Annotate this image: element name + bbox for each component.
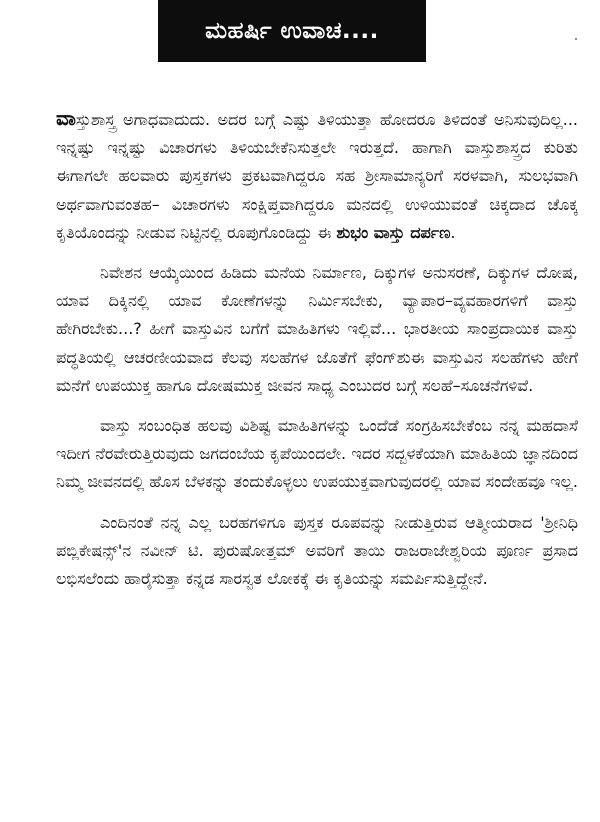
drop-cap: ವಾ — [56, 106, 76, 130]
paragraph-4: ಎಂದಿನಂತೆ ನನ್ನ ಎಲ್ಲ ಬರಹಗಳಿಗೂ ಪುಸ್ತಕ ರೂಪವನ್ನು ನೀಡುತ್ತಿರುವ ಆತ್ಮೀಯರಾದ 'ಶ್ರೀನಿಧಿ ಪಬ್ಲಿಕೇಷನ್ಸ್'ನ ನವೀನ್ ಟಿ. ಪುರುಷೋತ್ತಮ್ ಅವರಿಗೆ ತಾಯಿ ರಾಜರಾಜೇಶ್ವರಿಯ ಪೂರ್ಣ ಪ್ರಸಾದ ಲಭಿಸಲೆಂದು ಹಾರೈಸುತ್ತಾ ಕನ್ನಡ ಸಾರಸ್ವತ ಲೋಕಕ್ಕೆ ಈ ಕೃತಿಯನ್ನು ಸಮರ್ಪಿಸುತ್ತಿದ್ದೇನೆ. — [56, 512, 578, 589]
paragraph-2: ನಿವೇಶನ ಆಯ್ಕೆಯಿಂದ ಹಿಡಿದು ಮನೆಯ ನಿರ್ಮಾಣ, ದಿಕ್ಕುಗಳ ಅನುಸರಣೆ, ದಿಕ್ಕುಗಳ ದೋಷ, ಯಾವ ದಿಕ್ಕಿನಲ್ಲಿ ಯಾವ ಕೋಣೆಗಳನ್ನು ನಿರ್ಮಿಸಬೇಕು, ವ್ಯಾಪಾರ–ವ್ಯವಹಾರಗಳಿಗೆ ವಾಸ್ತು ಹೇಗಿರಬೇಕು...? ಹೀಗೆ ವಾಸ್ತುವಿನ ಬಗೆಗೆ ಮಾಹಿತಿಗಳು ಇಲ್ಲಿವೆ... ಭಾರತೀಯ ಸಾಂಪ್ರದಾಯಿಕ ವಾಸ್ತು ಪದ್ಧತಿಯಲ್ಲಿ ಆಚರಣೀಯವಾದ ಕೆಲವು ಸಲಹೆಗಳ ಜೊತೆಗೆ ಫೆಂಗ್‌ಶುಈ ವಾಸ್ತುವಿನ ಸಲಹೆಗಳು ಹೇಗೆ ಮನೆಗೆ ಉಪಯುಕ್ತ ಹಾಗೂ ದೋಷಮುಕ್ತ ಜೀವನ ಸಾಧ್ಯ ಎಂಬುದರ ಬಗ್ಗೆ ಸಲಹೆ–ಸೂಚನೆಗಳಿವೆ. — [56, 263, 578, 395]
page-title: ಮಹರ್ಷಿ ಉವಾಚ.... — [205, 18, 379, 44]
paragraph-1-text: ಸ್ತುಶಾಸ್ತ್ರ ಅಗಾಧವಾದುದು. ಅದರ ಬಗ್ಗೆ ಎಷ್ಟು ತಿಳಿಯುತ್ತಾ ಹೋದರೂ ತಿಳಿದಂತೆ ಅನಿಸುವುದಿಲ್ಲ... ಇನ್ನಷ್ಟು ಇನ್ನಷ್ಟು ವಿಚಾರಗಳು ತಿಳಿಯಬೇಕೆನಿಸುತ್ತಲೇ ಇರುತ್ತದೆ. ಹಾಗಾಗಿ ವಾಸ್ತುಶಾಸ್ತ್ರದ ಕುರಿತು ಈಗಾಗಲೇ ಹಲವಾರು ಪುಸ್ತಕಗಳು ಪ್ರಕಟವಾಗಿದ್ದರೂ ಸಹ ಶ್ರೀಸಾಮಾನ್ಯರಿಗೆ ಸರಳವಾಗಿ, ಸುಲಭವಾಗಿ ಅರ್ಥವಾಗುವಂತಹ– ವಿಚಾರಗಳು ಸಂಕ್ಷಿಪ್ತವಾಗಿದ್ದರೂ ಮನದಲ್ಲಿ ಉಳಿಯುವಂತೆ ಚಿಕ್ಕದಾದ ಚೊಕ್ಕ ಕೃತಿಯೊಂದನ್ನು ನೀಡುವ ನಿಟ್ಟಿನಲ್ಲಿ ರೂಪುಗೊಂಡಿದ್ದು ಈ — [56, 110, 578, 242]
book-title-emphasis: ಶುಭಂ ವಾಸ್ತು ದರ್ಪಣ — [336, 222, 451, 242]
paragraph-3: ವಾಸ್ತು ಸಂಬಂಧಿತ ಹಲವು ವಿಶಿಷ್ಟ ಮಾಹಿತಿಗಳನ್ನು ಒಂದೆಡೆ ಸಂಗ್ರಹಿಸಬೇಕೆಂಬ ನನ್ನ ಮಹದಾಸೆ ಇದೀಗ ನೆರವೇರುತ್ತಿರುವುದು ಜಗದಂಬೆಯ ಕೃಪೆಯಿಂದಲೇ. ಇದರ ಸದ್ಬಳಕೆಯಾಗಿ ಮಾಹಿತಿಯ ಜ್ಞಾನದಿಂದ ನಿಮ್ಮ ಜೀವನದಲ್ಲಿ ಹೊಸ ಬೆಳಕನ್ನು ತಂದುಕೊಳ್ಳಲು ಉಪಯುಕ್ತವಾಗುವುದರಲ್ಲಿ ಯಾವ ಸಂದೇಹವೂ ಇಲ್ಲ. — [56, 416, 578, 492]
scan-speck — [575, 38, 577, 40]
paragraph-1 — [56, 104, 578, 247]
page-title-banner — [158, 0, 426, 62]
body-text — [56, 104, 578, 605]
paragraph-1-end: . — [450, 222, 456, 242]
